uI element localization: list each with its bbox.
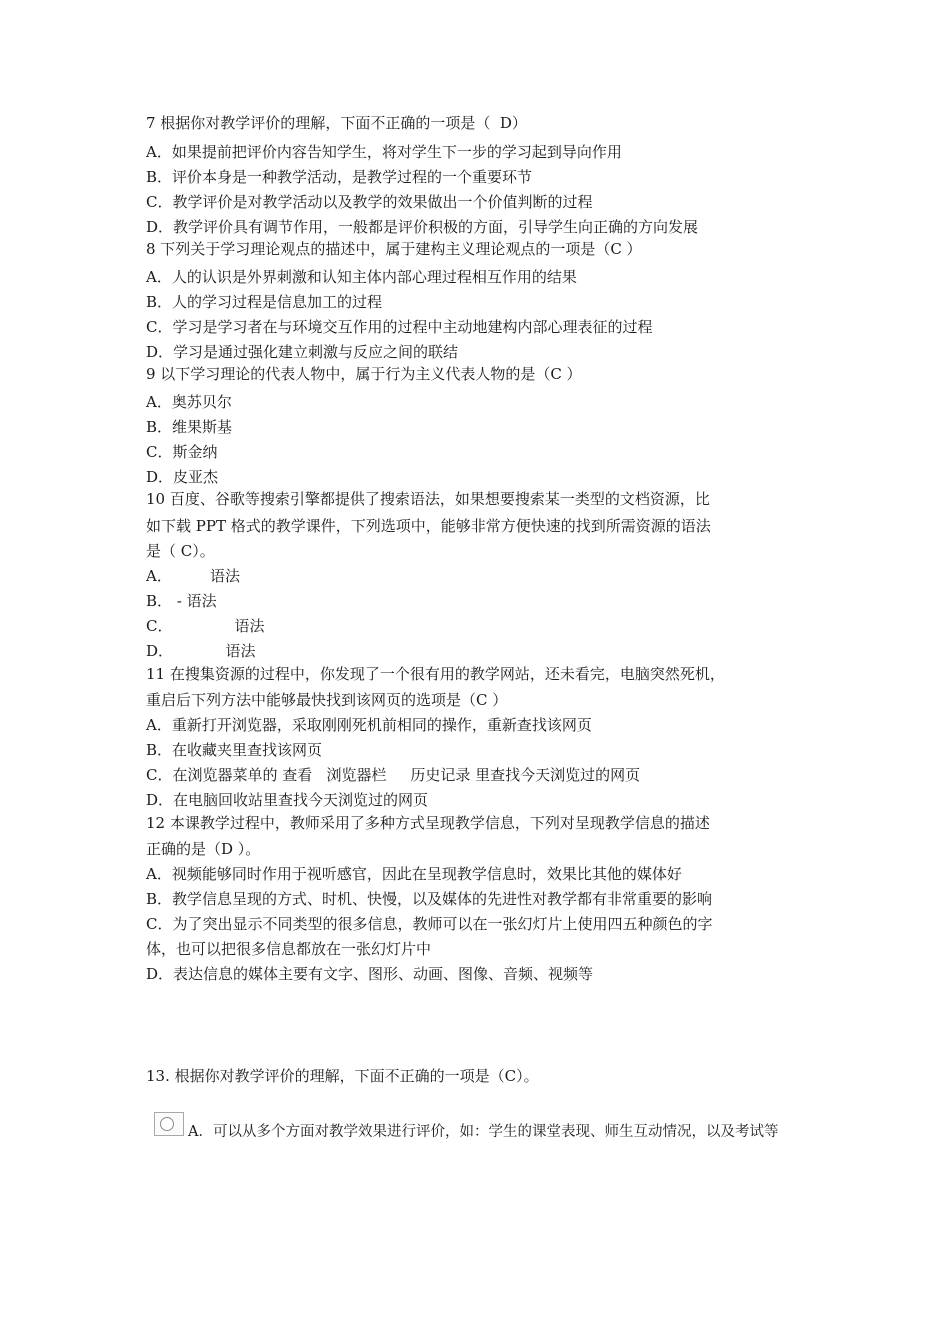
question-7-stem: 7 根据你对教学评价的理解，下面不正确的一项是（ D） bbox=[146, 114, 527, 132]
question-9-stem: 9 以下学习理论的代表人物中，属于行为主义代表人物的是（C ） bbox=[146, 365, 582, 383]
question-12-stem-line-2: 正确的是（D ）。 bbox=[146, 840, 261, 858]
question-7-option-c: C．教学评价是对教学活动以及教学的效果做出一个价值判断的过程 bbox=[146, 193, 593, 211]
question-11-option-c: C．在浏览器菜单的 查看 浏览器栏 历史记录 里查找今天浏览过的网页 bbox=[146, 766, 641, 784]
question-11-option-d: D．在电脑回收站里查找今天浏览过的网页 bbox=[146, 791, 429, 809]
question-8-option-a: A．人的认识是外界刺激和认知主体内部心理过程相互作用的结果 bbox=[146, 268, 577, 286]
question-8-stem: 8 下列关于学习理论观点的描述中，属于建构主义理论观点的一项是（C ） bbox=[146, 240, 642, 258]
question-7-option-d: D．教学评价具有调节作用，一般都是评价积极的方面，引导学生向正确的方向发展 bbox=[146, 218, 699, 236]
question-10-stem-line-1: 10 百度、谷歌等搜索引擎都提供了搜索语法，如果想要搜索某一类型的文档资源，比 bbox=[146, 490, 710, 508]
question-11-stem-line-1: 11 在搜集资源的过程中，你发现了一个很有用的教学网站，还未看完，电脑突然死机， bbox=[146, 665, 725, 683]
question-11-option-b: B．在收藏夹里查找该网页 bbox=[146, 741, 323, 759]
question-8-option-c: C．学习是学习者在与环境交互作用的过程中主动地建构内部心理表征的过程 bbox=[146, 318, 653, 336]
question-11-option-a: A．重新打开浏览器，采取刚刚死机前相同的操作，重新查找该网页 bbox=[146, 716, 592, 734]
question-9-option-d: D．皮亚杰 bbox=[146, 468, 219, 486]
question-9-option-b: B．维果斯基 bbox=[146, 418, 233, 436]
question-13-stem: 13. 根据你对教学评价的理解，下面不正确的一项是（C）。 bbox=[146, 1067, 539, 1085]
question-10-stem-line-2: 如下载 PPT 格式的教学课件，下列选项中，能够非常方便快速的找到所需资源的语法 bbox=[146, 517, 711, 535]
question-8-option-b: B．人的学习过程是信息加工的过程 bbox=[146, 293, 383, 311]
question-12-option-c-line-2: 体，也可以把很多信息都放在一张幻灯片中 bbox=[146, 940, 432, 958]
question-7-option-a: A．如果提前把评价内容告知学生，将对学生下一步的学习起到导向作用 bbox=[146, 143, 622, 161]
question-13-option-a: A．可以从多个方面对教学效果进行评价，如：学生的课堂表现、师生互动情况，以及考试等 bbox=[188, 1124, 779, 1140]
question-10-option-c: C． 语法 bbox=[146, 617, 265, 635]
question-10-option-d: D． 语法 bbox=[146, 642, 256, 660]
question-7-option-b: B．评价本身是一种教学活动，是教学过程的一个重要环节 bbox=[146, 168, 533, 186]
question-9-option-c: C．斯金纳 bbox=[146, 443, 218, 461]
question-10-stem-line-3: 是（ C）。 bbox=[146, 542, 215, 560]
question-10-option-b: B． - 语法 bbox=[146, 592, 217, 610]
question-12-stem-line-1: 12 本课教学过程中，教师采用了多种方式呈现教学信息，下列对呈现教学信息的描述 bbox=[146, 814, 710, 832]
question-12-option-b: B．教学信息呈现的方式、时机、快慢，以及媒体的先进性对教学都有非常重要的影响 bbox=[146, 890, 713, 908]
question-8-option-d: D．学习是通过强化建立刺激与反应之间的联结 bbox=[146, 343, 459, 361]
question-10-option-a: A． 语法 bbox=[146, 567, 240, 585]
question-12-option-a: A．视频能够同时作用于视听感官，因此在呈现教学信息时，效果比其他的媒体好 bbox=[146, 865, 682, 883]
question-12-option-c-line-1: C．为了突出显示不同类型的很多信息，教师可以在一张幻灯片上使用四五种颜色的字 bbox=[146, 915, 713, 933]
radio-circle-icon bbox=[160, 1117, 174, 1131]
question-13-option-a-radio[interactable] bbox=[154, 1112, 184, 1136]
question-9-option-a: A．奥苏贝尔 bbox=[146, 393, 232, 411]
question-12-option-d: D．表达信息的媒体主要有文字、图形、动画、图像、音频、视频等 bbox=[146, 965, 594, 983]
question-11-stem-line-2: 重启后下列方法中能够最快找到该网页的选项是（C ） bbox=[146, 691, 508, 709]
